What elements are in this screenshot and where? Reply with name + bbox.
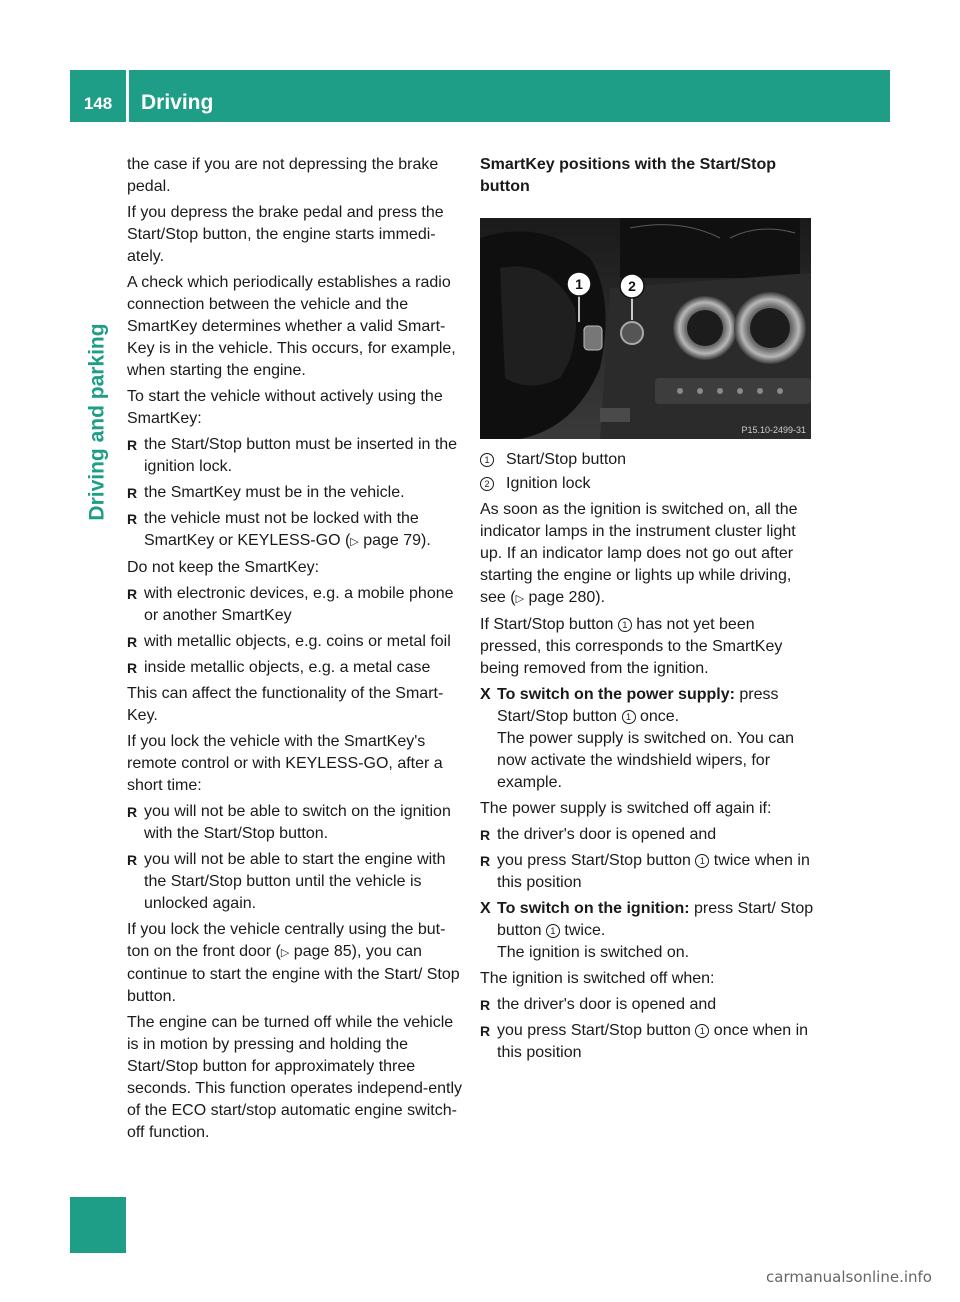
list-item-text: twice when in this position <box>497 852 810 891</box>
instruction-step <box>480 898 815 964</box>
callout-number: 1 <box>695 1024 709 1038</box>
page-ref-arrow-icon: ▷ <box>515 593 525 605</box>
list-item <box>480 850 815 894</box>
list-item-text: you press Start/Stop button <box>497 1022 696 1039</box>
paragraph-text: If you lock the vehicle centrally using the but-ton on the front door ( <box>127 921 446 960</box>
paragraph: To start the vehicle without actively using the SmartKey: <box>127 388 443 427</box>
step-marker-icon: X <box>480 686 491 703</box>
paragraph: If you lock the vehicle with the SmartKey's remote control or with KEYLESS-GO, after a short time: <box>127 733 443 794</box>
watermark: carmanualsonline.info <box>766 1268 932 1286</box>
paragraph: If you depress the brake pedal and press the Start/Stop button, the engine starts immedi-ately. <box>127 204 444 265</box>
paragraph <box>127 919 463 1008</box>
callout-number: 2 <box>480 477 494 491</box>
paragraph-text: has not yet been pressed, this corresponds to the SmartKey being removed from the ignition. <box>480 616 783 677</box>
step-text: once. <box>635 708 680 725</box>
legend-item <box>480 473 815 495</box>
section-title: Driving <box>141 91 214 114</box>
legend-item <box>480 449 815 471</box>
page-number: 148 <box>83 94 113 113</box>
instrument-cluster <box>620 218 800 278</box>
step-text: press Start/ Stop button <box>497 900 814 939</box>
callout-number: 1 <box>546 924 560 938</box>
start-stop-button <box>584 326 602 350</box>
callout-2-label: 2 <box>628 278 636 294</box>
list-item <box>127 508 463 553</box>
list-item: R inside metallic objects, e.g. a metal case <box>127 657 463 679</box>
header-divider <box>126 70 129 122</box>
paragraph: A check which periodically establishes a radio connection between the vehicle and the SmartKey determines whether a valid Smart-Key is in the vehicle. This occurs, for example, when starting the engine. <box>127 274 456 379</box>
ignition-lock <box>621 322 643 344</box>
paragraph: the case if you are not depressing the brake pedal. <box>127 156 439 195</box>
callout-number: 1 <box>480 453 494 467</box>
right-column <box>480 154 815 1068</box>
paragraph: This can affect the functionality of the Smart-Key. <box>127 685 444 724</box>
subsection-heading: SmartKey positions with the Start/Stop button <box>480 156 777 195</box>
callout-1-label: 1 <box>575 276 583 292</box>
list-item: R the SmartKey must be in the vehicle. <box>127 482 463 504</box>
callout-number: 1 <box>695 854 709 868</box>
list-item-text: once when in this position <box>497 1022 809 1061</box>
step-title: To switch on the power supply: <box>497 686 735 703</box>
paragraph-text: If Start/Stop button <box>480 616 618 633</box>
paragraph: The ignition is switched off when: <box>480 970 715 987</box>
paragraph-text: As soon as the ignition is switched on, all the indicator lamps in the instrument cluster light up. If an indicator lamp does not go out after starting the engine or lights up while driving, see ( <box>480 501 798 606</box>
list-item: R you will not be able to switch on the ignition with the Start/Stop button. <box>127 801 463 845</box>
step-title: To switch on the ignition: <box>497 900 690 917</box>
step-result: The ignition is switched on. <box>497 944 690 961</box>
paragraph <box>480 499 815 610</box>
chapter-tab <box>80 252 116 592</box>
callout-number: 1 <box>618 618 632 632</box>
list-item <box>480 1020 815 1064</box>
page-ref-text[interactable]: page 85), you can continue to start the engine with the Start/ Stop button. <box>127 943 460 1005</box>
paragraph: The power supply is switched off again if: <box>480 800 772 817</box>
list-item: R with electronic devices, e.g. a mobile phone or another SmartKey <box>127 583 463 627</box>
page-ref-link[interactable]: page 280). <box>528 589 606 606</box>
left-column <box>127 154 463 1148</box>
figure-code: P15.10-2499-31 <box>741 425 806 435</box>
list-item-text: you press Start/Stop button <box>497 852 696 869</box>
step-text: twice. <box>559 922 606 939</box>
legend-label: Ignition lock <box>506 475 591 492</box>
list-item: R the driver's door is opened and <box>480 824 815 846</box>
chapter-tab-marker <box>70 1197 126 1253</box>
list-item: R the Start/Stop button must be inserted in the ignition lock. <box>127 434 463 478</box>
callout-number: 1 <box>622 710 636 724</box>
paragraph: The engine can be turned off while the vehicle is in motion by pressing and holding the Start/Stop button for approximately three seconds. This function operates independ-ently of the ECO start/stop automatic engine switch-off function. <box>127 1014 463 1141</box>
page-ref-arrow-icon: ▷ <box>280 947 290 959</box>
step-marker-icon: X <box>480 900 491 917</box>
paragraph <box>480 614 815 680</box>
step-result: The power supply is switched on. You can now activate the windshield wipers, for example. <box>497 730 795 791</box>
list-item: R with metallic objects, e.g. coins or metal foil <box>127 631 463 653</box>
list-item-text: the vehicle must not be locked with the SmartKey or KEYLESS-GO ( <box>144 510 419 549</box>
paragraph: Do not keep the SmartKey: <box>127 559 320 576</box>
step-text: press Start/Stop button <box>497 686 779 725</box>
dashboard-photo <box>480 218 811 439</box>
instruction-step <box>480 684 815 794</box>
list-item: R you will not be able to start the engine with the Start/Stop button until the vehicle is unlocked again. <box>127 849 463 915</box>
chapter-tab-label: Driving and parking <box>86 323 110 521</box>
legend-label: Start/Stop button <box>506 451 627 468</box>
list-item: R the driver's door is opened and <box>480 994 815 1016</box>
page-ref-arrow-icon: ▷ <box>350 536 359 548</box>
page-ref-link[interactable]: page 79). <box>363 532 431 549</box>
